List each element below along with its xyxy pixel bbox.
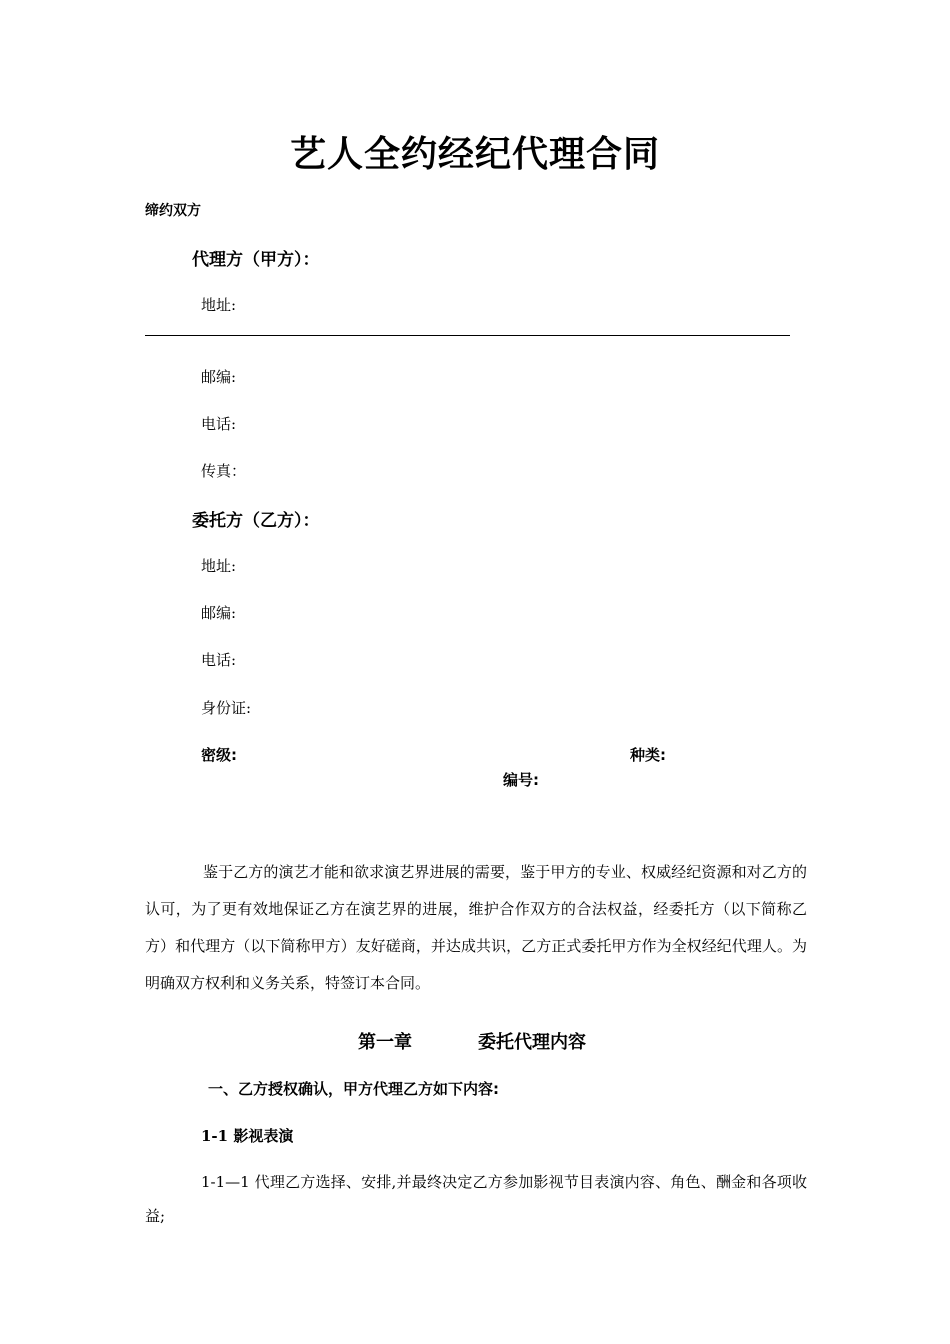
document-title: 艺人全约经纪代理合同 xyxy=(289,134,660,175)
party-b-postcode-label: 邮编: xyxy=(201,604,237,622)
party-b-address-label: 地址: xyxy=(201,557,237,575)
party-a-postcode-label: 邮编: xyxy=(201,368,237,386)
party-a-address-label: 地址: xyxy=(201,296,237,314)
chapter-title: 委托代理内容 xyxy=(478,1032,586,1053)
party-a-heading: 代理方（甲方）： xyxy=(192,250,320,270)
parties-intro: 缔约双方 xyxy=(145,203,201,219)
party-a-phone-label: 电话: xyxy=(201,415,237,433)
confidentiality-label: 密级: xyxy=(201,746,237,764)
category-label: 种类: xyxy=(630,746,666,764)
preamble-paragraph: 鉴于乙方的演艺才能和欲求演艺界进展的需要，鉴于甲方的专业、权威经纪资源和对乙方的认可，为了更有效地保证乙方在演艺界的进展，维护合作双方的合法权益，经委托方（以下简称乙方）和代理方（以下简称甲方）友好磋商，并达成共识，乙方正式委托甲方作为全权经纪代理人。为明确双方权利和义务关系，特签订本合同。 xyxy=(145,863,807,992)
item-1-1-1-paragraph: 1-1—1 代理乙方选择、安排,并最终决定乙方参加影视节目表演内容、角色、酬金和各项收益; xyxy=(145,1173,807,1225)
party-b-heading: 委托方（乙方）： xyxy=(192,511,320,531)
party-a-fax-label: 传真： xyxy=(201,462,247,480)
address-underline xyxy=(145,335,790,336)
chapter-number: 第一章 xyxy=(358,1032,412,1053)
party-b-phone-label: 电话: xyxy=(201,651,237,669)
subclause-1-1-heading: 1-1 影视表演 xyxy=(201,1127,294,1145)
number-label: 编号: xyxy=(503,771,539,789)
party-b-id-label: 身份证: xyxy=(201,699,252,717)
clause-1-heading: 一、乙方授权确认，甲方代理乙方如下内容: xyxy=(208,1080,500,1098)
